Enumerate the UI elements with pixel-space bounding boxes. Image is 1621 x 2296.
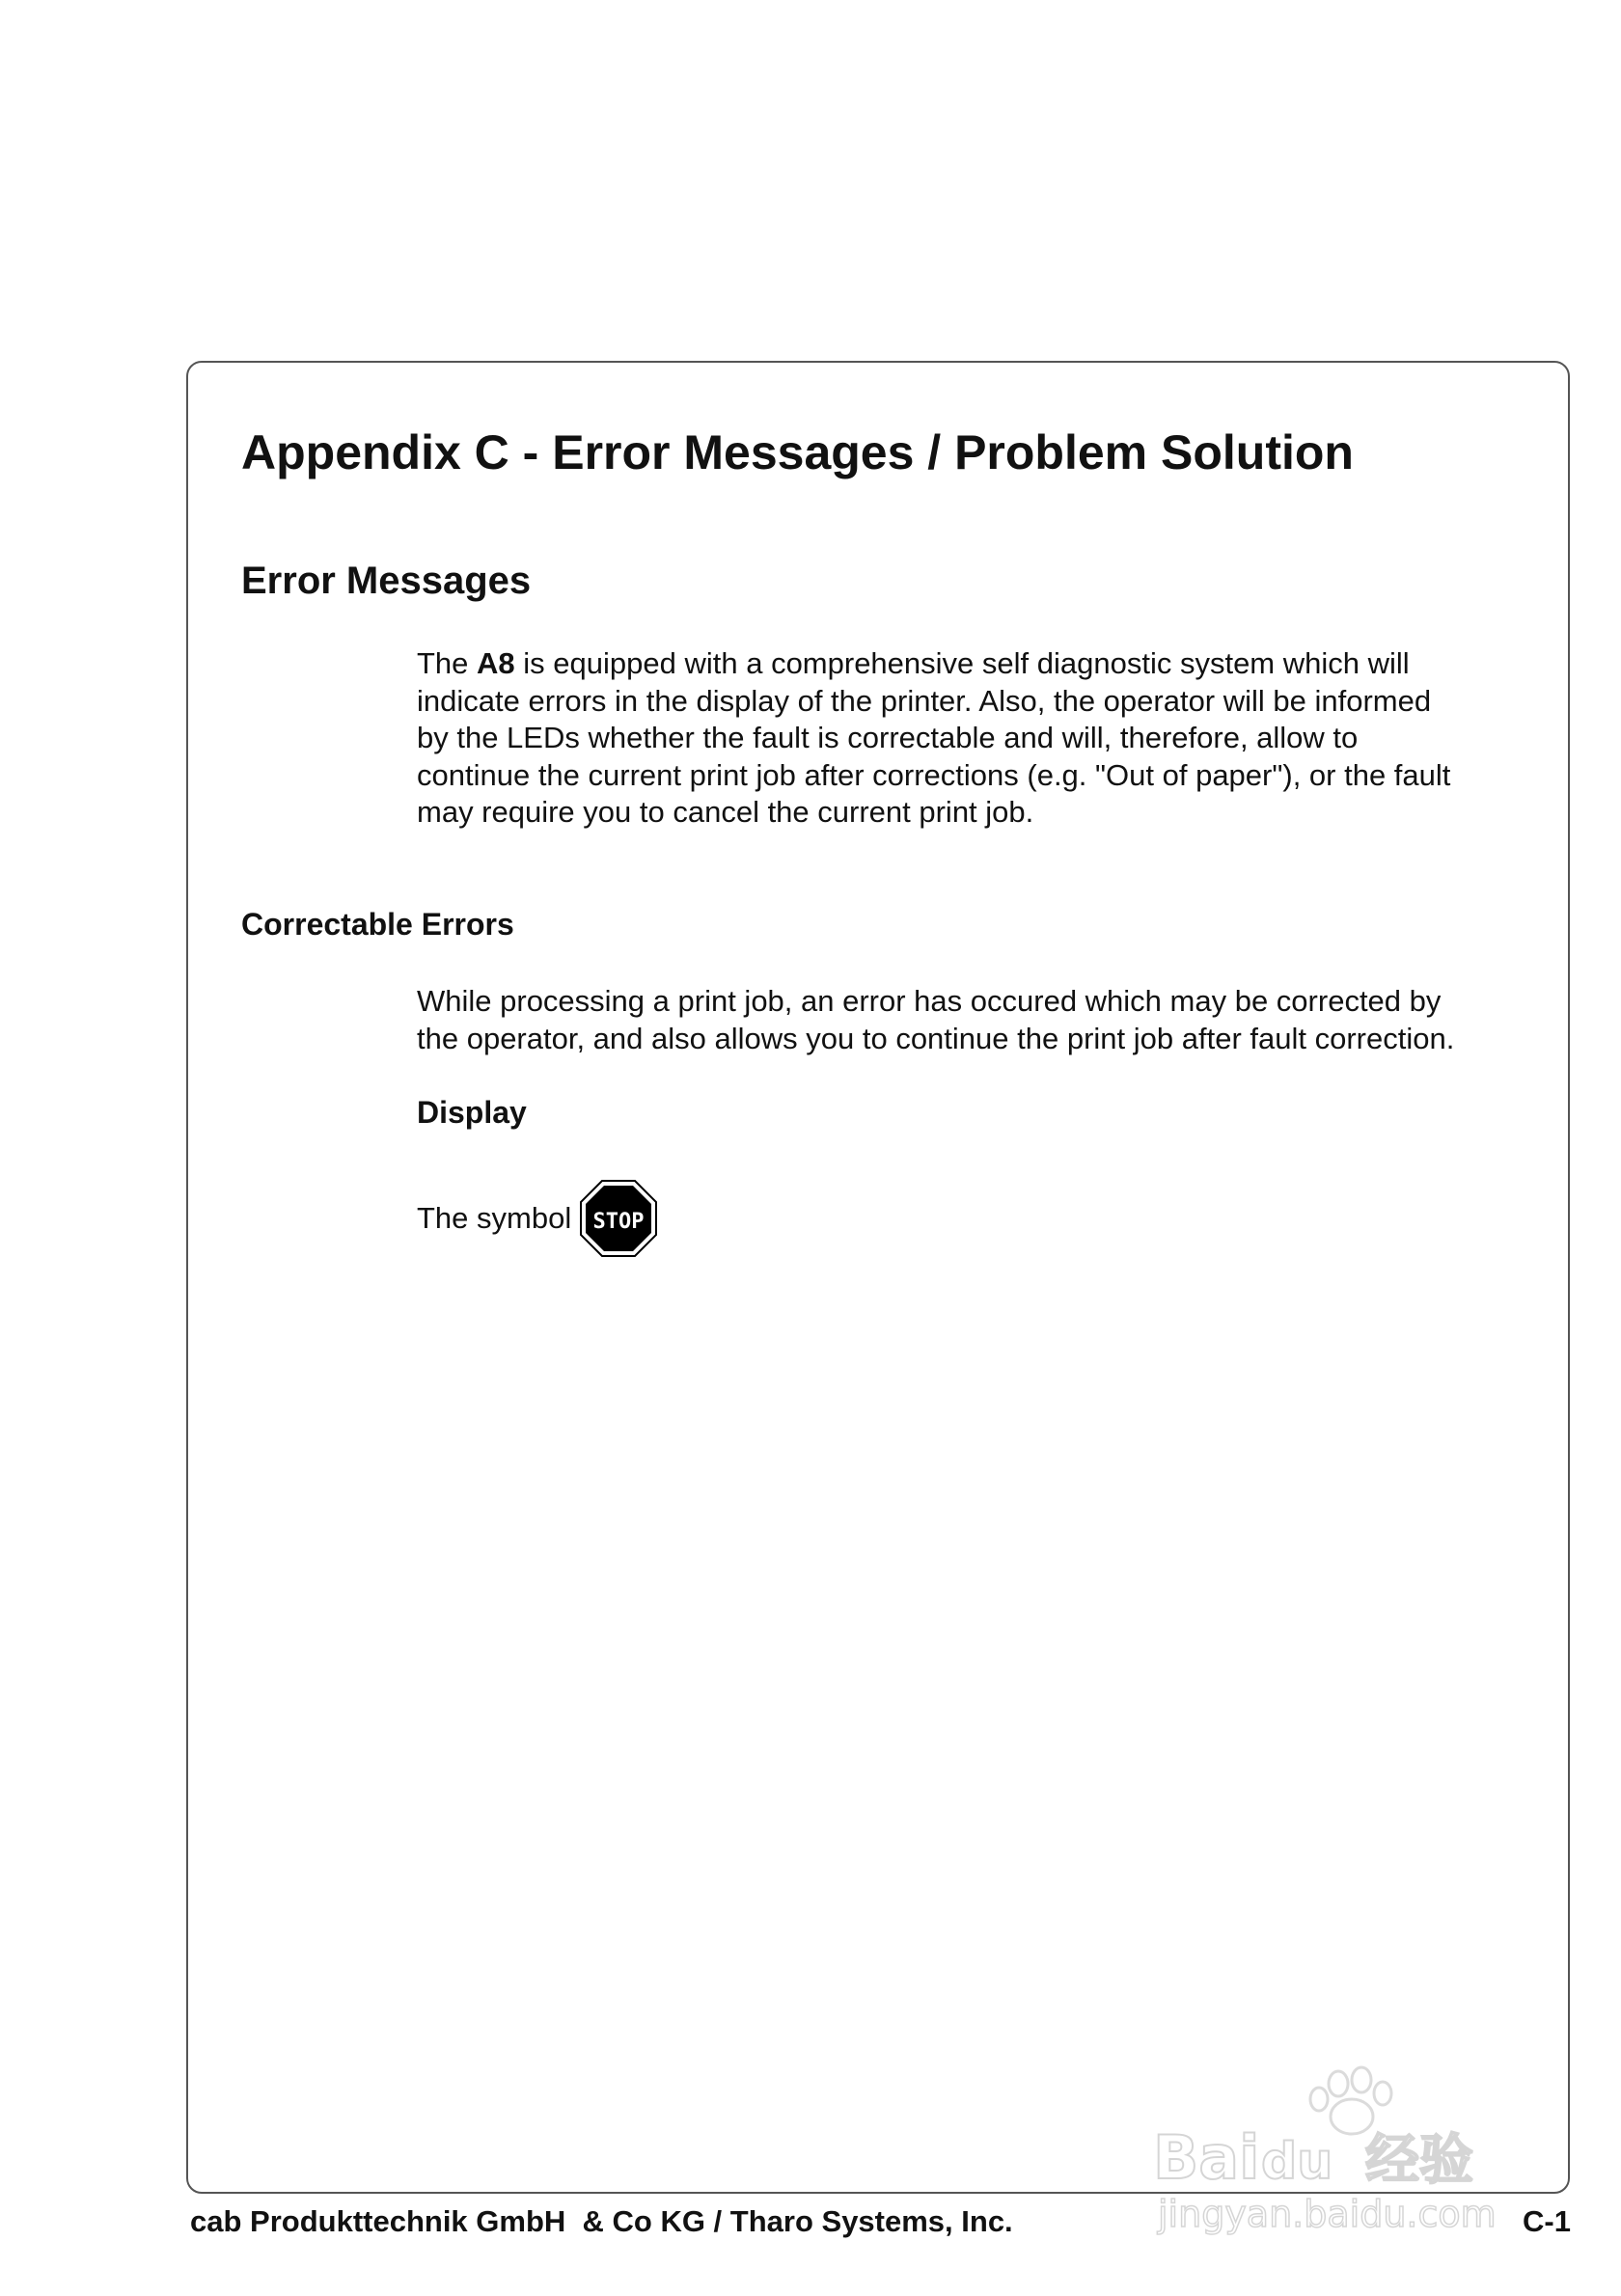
page-title: Appendix C - Error Messages / Problem Solution [241,425,1354,479]
baidu-watermark [1153,2055,1558,2248]
watermark-brand-cn: 经验 [1365,2129,1473,2192]
section-title-correctable-errors: Correctable Errors [241,907,514,942]
footer-company: cab Produkttechnik GmbH & Co KG / Tharo Systems, Inc. [190,2204,1013,2238]
correctable-paragraph [417,983,1517,1057]
footer-page-number: C-1 [1523,2204,1571,2238]
intro-line-1: The A8 is equipped with a comprehensive self diagnostic system which will [417,646,1410,680]
correctable-line-1: While processing a print job, an error has occured which may be corrected by [417,984,1442,1018]
intro-paragraph [417,645,1517,832]
intro-line-3: by the LEDs whether the fault is correctable and will, therefore, allow to [417,721,1359,754]
page-frame [186,361,1570,2194]
symbol-text: The symbol [417,1201,572,1235]
stop-sign-label: STOP [592,1210,645,1234]
display-subtitle: Display [417,1095,527,1130]
section-title-error-messages: Error Messages [241,560,532,602]
watermark-url: jingyan.baidu.com [1158,2193,1497,2235]
watermark-brand-latin: Bai [1153,2122,1260,2193]
intro-line-2: indicate errors in the display of the printer. Also, the operator will be informed [417,683,1432,718]
symbol-line [417,1179,658,1258]
stop-sign-icon [579,1179,658,1258]
intro-line-4: continue the current print job after corrections (e.g. "Out of paper"), or the fault [417,757,1451,792]
watermark-brand-du: du [1261,2133,1333,2191]
correctable-line-2: the operator, and also allows you to continue the print job after fault correction. [417,1021,1455,1055]
intro-line-5: may require you to cancel the current print job. [417,795,1034,829]
model-name: A8 [477,646,515,680]
